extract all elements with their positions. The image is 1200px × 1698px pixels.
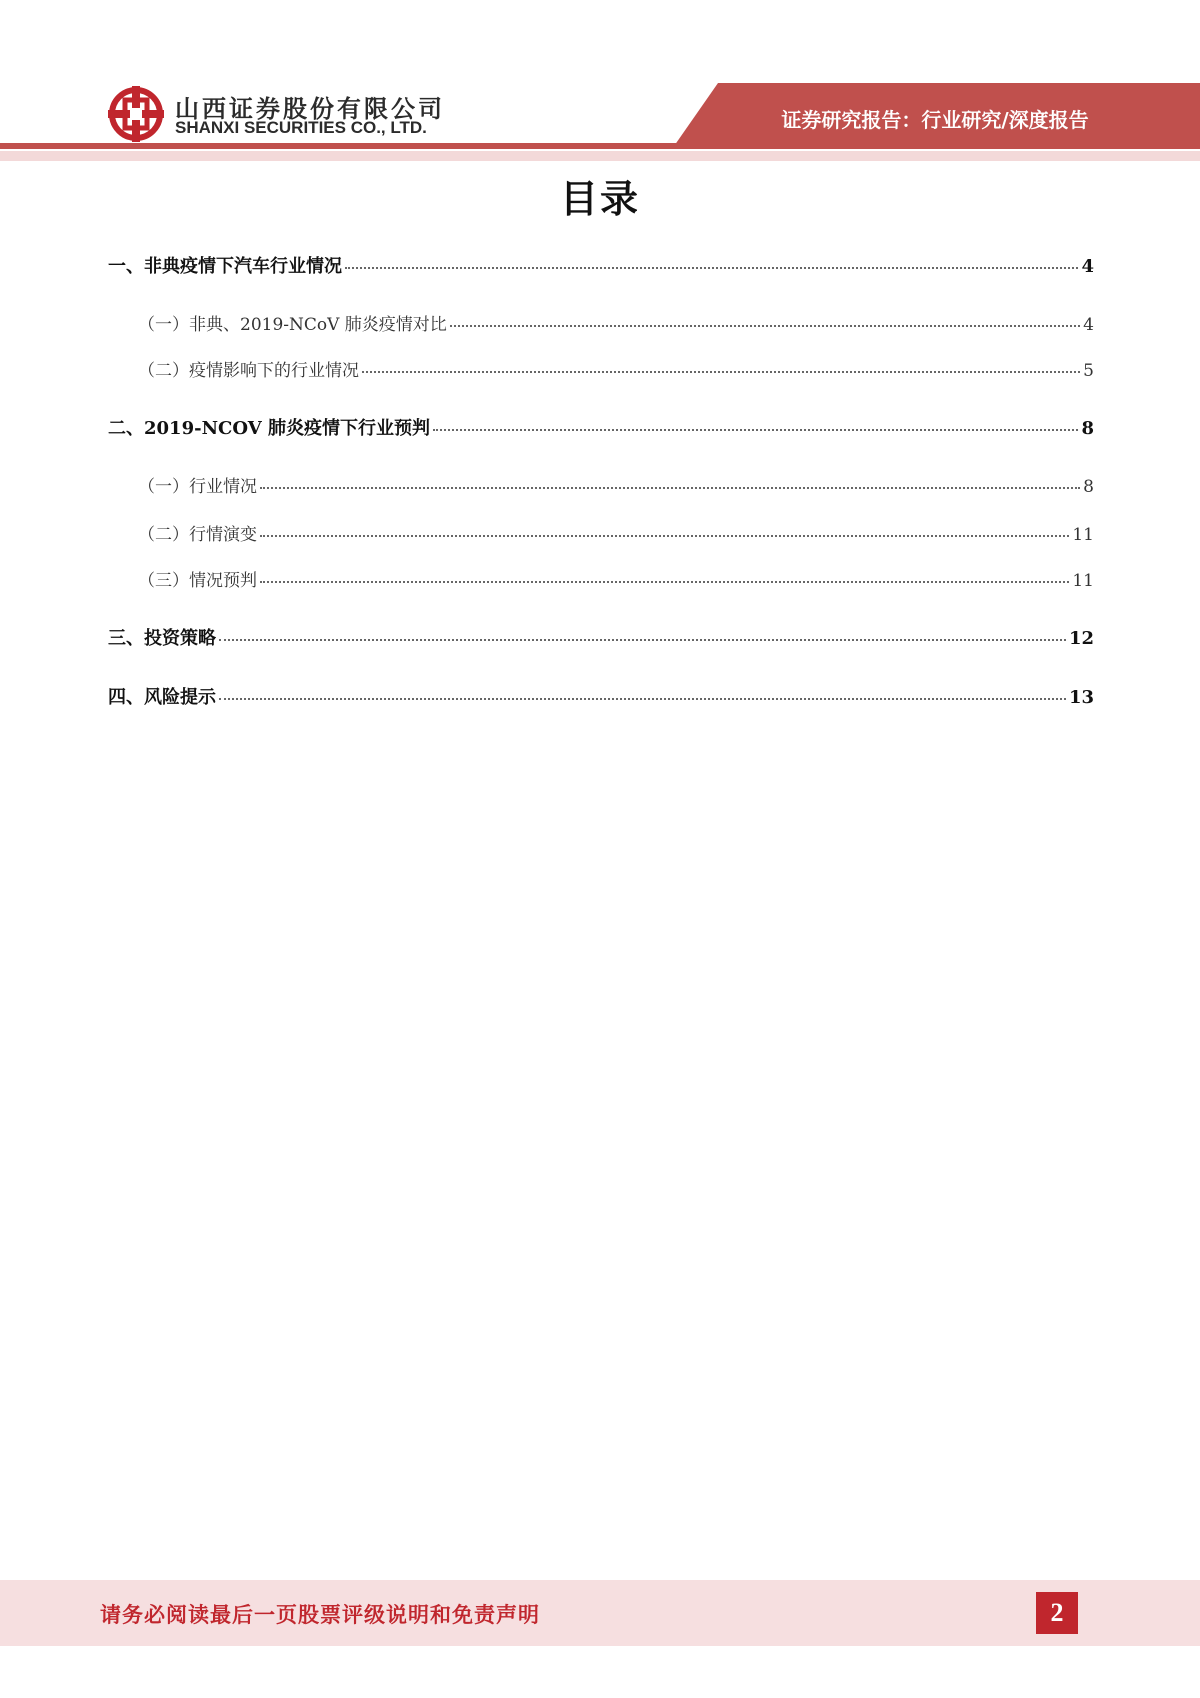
- toc-entry-label: （一）行业情况: [138, 477, 257, 497]
- toc-page-number: 4: [1081, 256, 1094, 277]
- toc-entry-label: （二）行情演变: [138, 525, 257, 545]
- toc-entry[interactable]: [138, 356, 1094, 381]
- dot-leader: [260, 487, 1080, 489]
- shanxi-securities-logo-icon: [108, 86, 164, 142]
- page-footer: [0, 1580, 1200, 1646]
- dot-leader: [450, 325, 1080, 327]
- dot-leader: [219, 698, 1066, 700]
- toc-entry[interactable]: [108, 624, 1094, 650]
- toc-entry-label: （二）疫情影响下的行业情况: [138, 361, 359, 381]
- toc-page-number: 8: [1083, 477, 1094, 497]
- dot-leader: [362, 371, 1080, 373]
- disclaimer-text: 请务必阅读最后一页股票评级说明和免责声明: [100, 1603, 540, 1627]
- toc-entry-label: 二、2019-NCOV 肺炎疫情下行业预判: [108, 418, 430, 439]
- toc-page-number: 12: [1068, 628, 1094, 649]
- toc-entry[interactable]: [108, 683, 1094, 709]
- header-band: [0, 0, 1200, 165]
- toc-entry[interactable]: [138, 310, 1094, 335]
- toc-entry-label: （三）情况预判: [138, 571, 257, 591]
- company-name-cn: 山西证券股份有限公司: [175, 95, 445, 123]
- dot-leader: [345, 267, 1078, 269]
- toc-entry[interactable]: [138, 566, 1094, 591]
- toc-page-number: 5: [1083, 361, 1094, 381]
- toc-page-number: 8: [1081, 418, 1094, 439]
- page-number: 2: [1036, 1592, 1078, 1634]
- toc-entry-label: 一、非典疫情下汽车行业情况: [108, 256, 342, 277]
- toc-page-number: 11: [1072, 525, 1094, 545]
- toc-page-number: 11: [1072, 571, 1094, 591]
- dot-leader: [260, 581, 1069, 583]
- page-header: [0, 0, 1200, 165]
- toc-title: 目录: [559, 177, 640, 221]
- toc-entry-label: （一）非典、2019-NCoV 肺炎疫情对比: [138, 315, 447, 335]
- toc-entry[interactable]: [138, 520, 1094, 545]
- toc-entry-label: 四、风险提示: [108, 687, 216, 708]
- toc-entry[interactable]: [108, 414, 1094, 440]
- toc-page-number: 4: [1083, 315, 1094, 335]
- dot-leader: [219, 639, 1066, 641]
- company-name-en: SHANXI SECURITIES CO., LTD.: [175, 118, 427, 137]
- toc-entry-label: 三、投资策略: [108, 628, 216, 649]
- toc-page-number: 13: [1068, 687, 1094, 708]
- toc-entry[interactable]: [108, 252, 1094, 278]
- dot-leader: [260, 535, 1069, 537]
- toc-entry[interactable]: [138, 472, 1094, 497]
- dot-leader: [433, 429, 1079, 431]
- report-type-label: 证券研究报告：行业研究/深度报告: [781, 108, 1089, 132]
